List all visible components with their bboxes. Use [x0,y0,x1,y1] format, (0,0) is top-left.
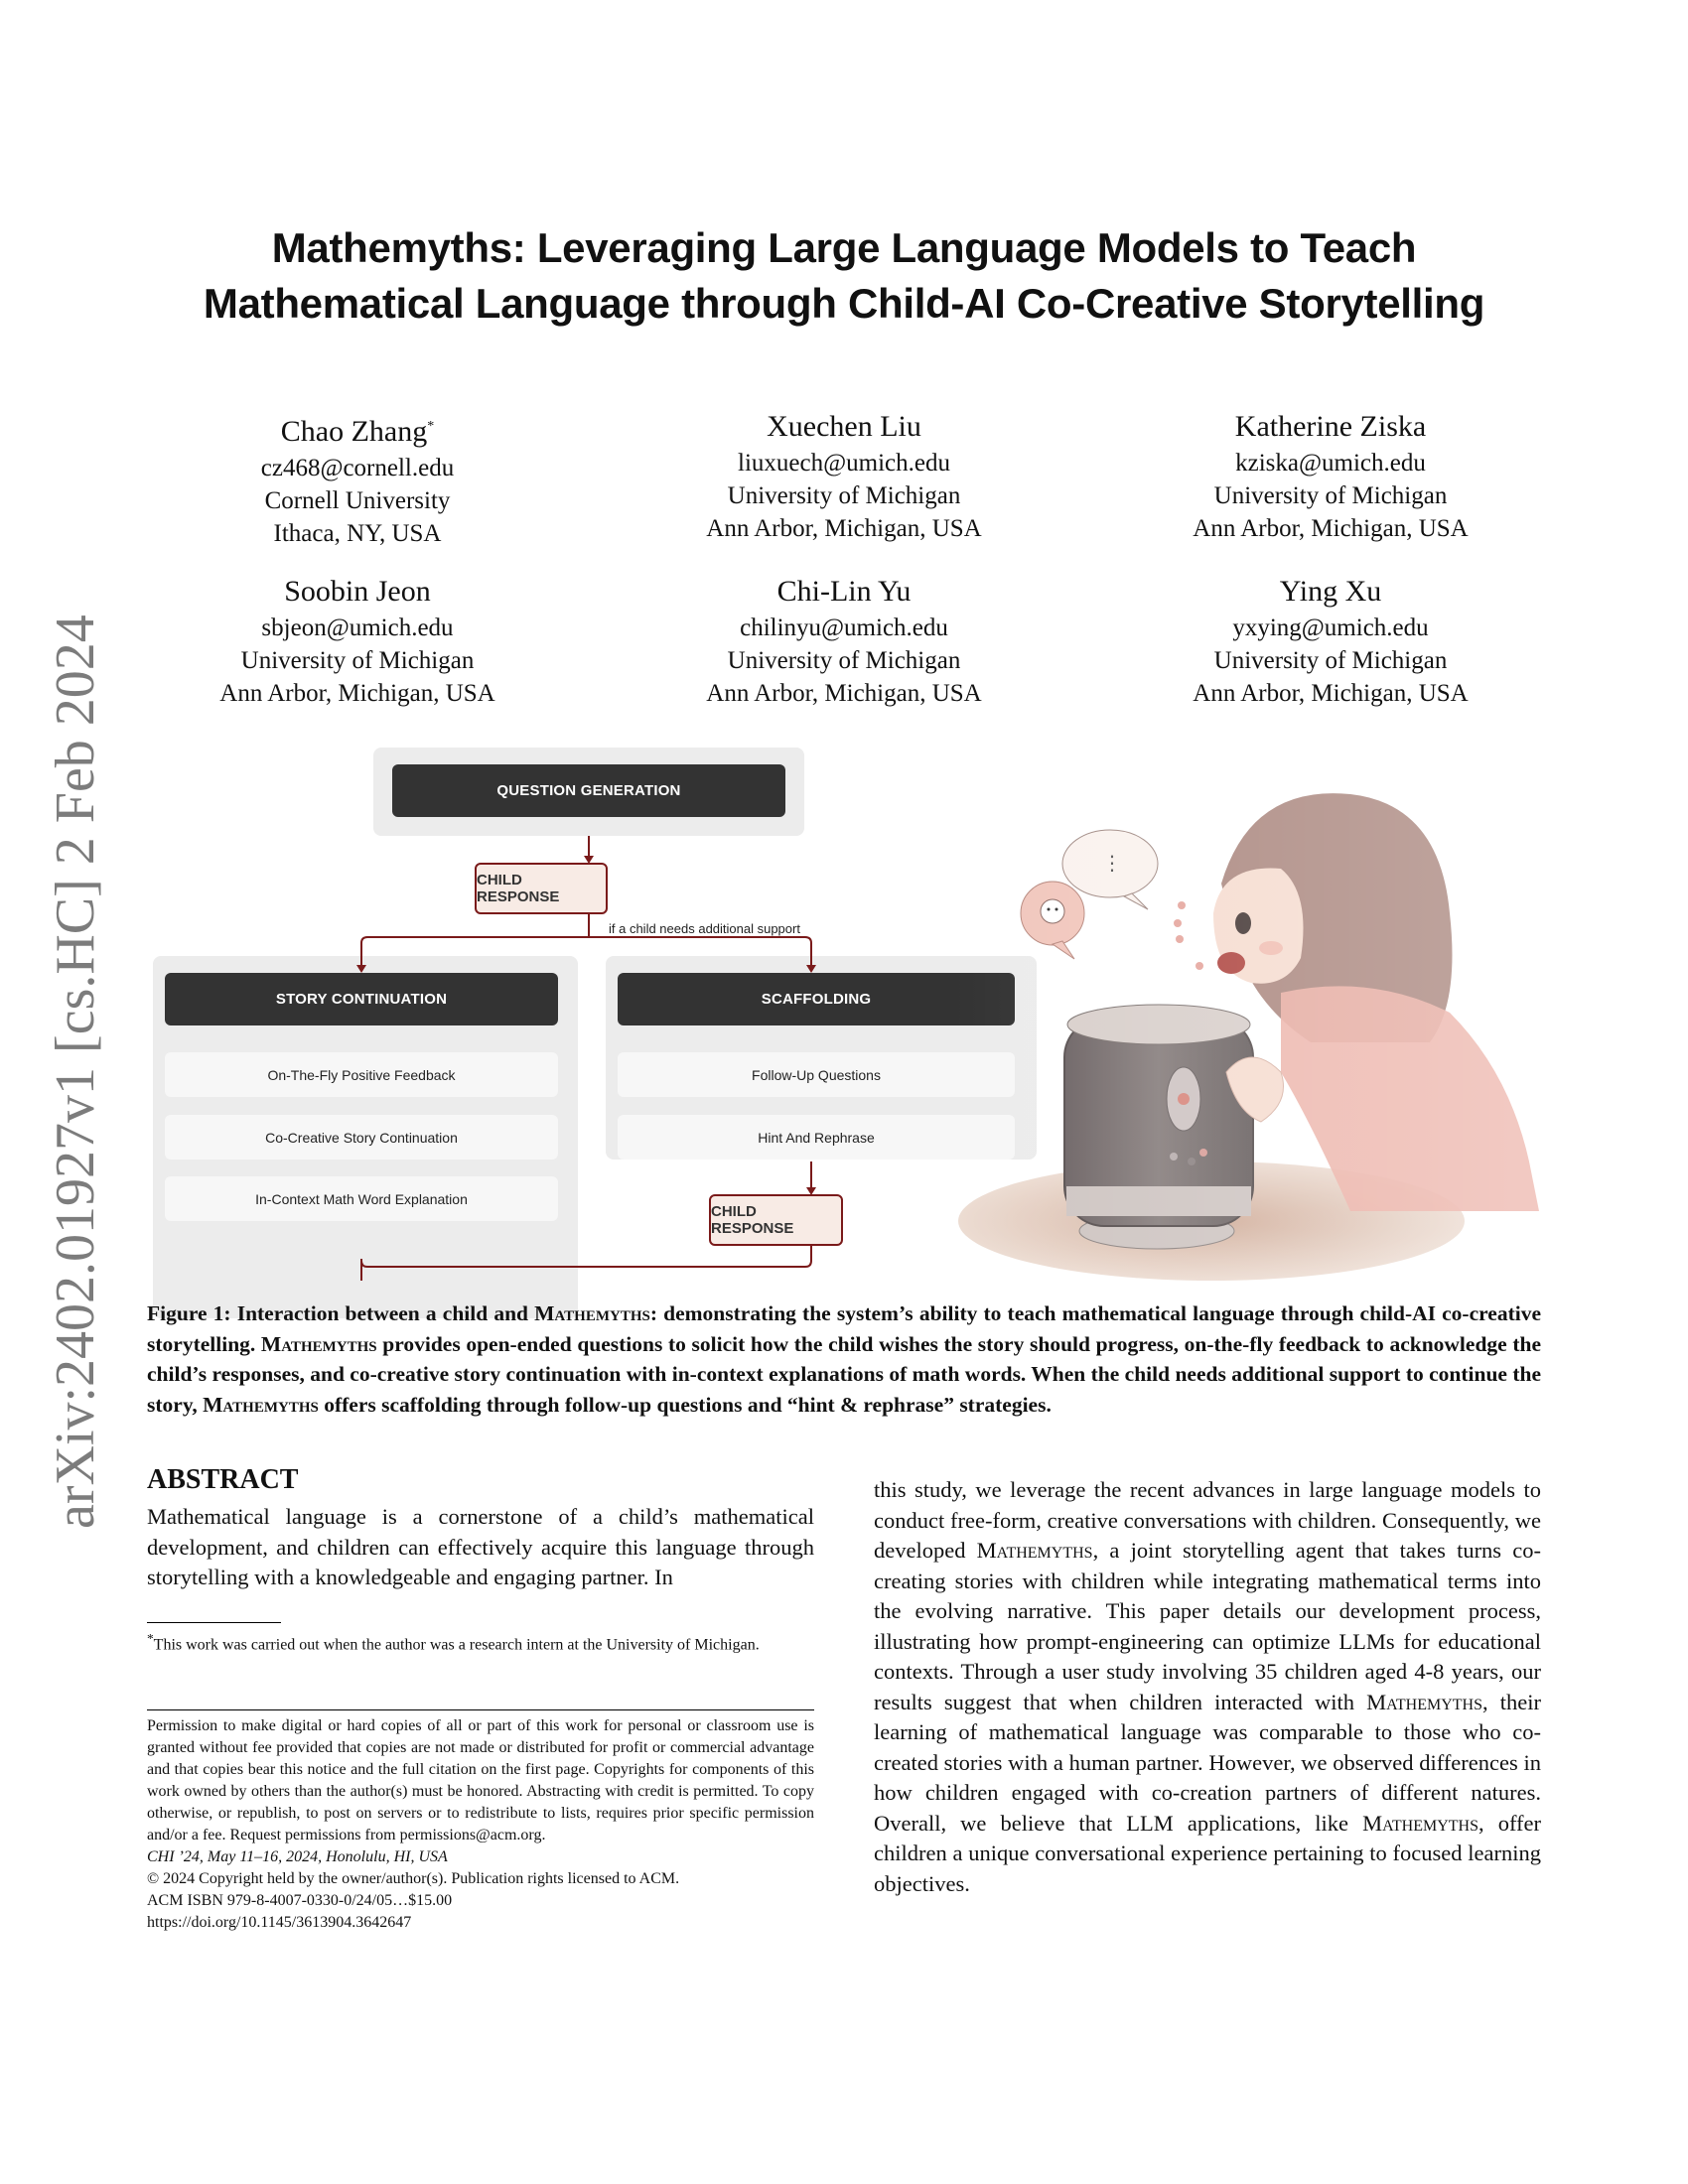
author-email: yxying@umich.edu [1232,614,1429,641]
flow-arrows [147,745,1041,1281]
author-email: chilinyu@umich.edu [740,614,948,641]
author-row [149,407,1539,550]
author-affiliation: University of Michigan [727,647,961,674]
caption-text: provides open-ended questions to solicit how the child wishes the story should progress, on-the-fly feedback to acknowledge the child’s responses, and co-creative story continuation with in-context explanations of math words. When the child needs additional support to continue the story, [147,1331,1541,1417]
author-name: Xuechen Liu [767,410,921,443]
author [1122,572,1539,710]
author-name: Ying Xu [1279,575,1382,608]
author-email: liuxuech@umich.edu [738,450,950,477]
figure-1 [147,745,1539,1281]
abstract-text-left: Mathematical language is a cornerstone of a child’s mathematical development, and children can effectively acquire this language through storytelling with a knowledgeable and engaging partner. In [147,1504,814,1589]
left-column [147,1464,814,1593]
child-and-smart-speaker-illustration [953,745,1539,1281]
arxiv-identifier-stamp: arXiv:2402.01927v1 [cs.HC] 2 Feb 2024 [45,614,106,1529]
author-location: Ann Arbor, Michigan, USA [706,515,982,542]
author-location: Ann Arbor, Michigan, USA [1193,680,1469,707]
abstract-text: this study, we leverage the recent advances in large language models to conduct free-form, creative conversations with children. Consequently, we developed [874,1477,1541,1563]
author [635,407,1053,550]
author [1122,407,1539,550]
permission-divider [147,1709,814,1710]
author [149,572,566,710]
author-block [149,407,1539,732]
author [635,572,1053,710]
caption-text: Figure 1: Interaction between a child and [147,1301,535,1325]
author-affiliation: University of Michigan [727,482,961,509]
author-name-text: Chao Zhang [280,415,428,448]
permission-block [147,1715,814,1934]
conference-info: CHI ’24, May 11–16, 2024, Honolulu, HI, USA [147,1848,448,1865]
author-footnote [147,1628,814,1656]
abstract-text-right [874,1475,1541,1899]
author-email: sbjeon@umich.edu [261,614,454,641]
brand-name: Mathemyths [976,1538,1093,1563]
footnote-text: This work was carried out when the author was a research intern at the University of Michigan. [153,1636,760,1654]
author-email: cz468@cornell.edu [260,455,455,481]
abstract-text: , a joint storytelling agent that takes turns co-creating stories with children while integrating mathematical terms into the evolving narrative. This paper details our development process, illustrating how prompt-engineering can optimize LLMs for educational contexts. Through a user study involving 35 children aged 4-8 years, our results suggest that when children interacted with [874,1538,1541,1714]
author-name: Chi-Lin Yu [776,575,912,608]
author-affiliation: University of Michigan [1213,482,1448,509]
brand-name: Mathemyths [203,1392,319,1417]
question-generation-box: QUESTION GENERATION [392,764,785,817]
author-name [149,407,566,452]
brand-name: Mathemyths [1366,1689,1482,1714]
paper-title: Mathemyths: Leveraging Large Language Models to Teach Mathematical Language through Child-AI Co-Creative Storytelling [203,224,1485,327]
author-email: kziska@umich.edu [1235,450,1426,477]
footnote-mark: * [147,1631,154,1646]
caption-text: offers scaffolding through follow-up questions and “hint & rephrase” strategies. [318,1392,1052,1417]
doi-link[interactable]: https://doi.org/10.1145/3613904.3642647 [147,1914,412,1931]
scaffolding-header: SCAFFOLDING [618,973,1015,1025]
footnote-divider [147,1622,281,1623]
author-affiliation: University of Michigan [1213,647,1448,674]
story-item-on-the-fly-feedback: On-The-Fly Positive Feedback [165,1052,558,1097]
svg-text:⋮: ⋮ [1102,851,1122,875]
copyright-notice: © 2024 Copyright held by the owner/author(s). Publication rights licensed to ACM. [147,1870,680,1887]
abstract-heading: ABSTRACT [147,1464,299,1495]
brand-name: Mathemyths [534,1301,650,1325]
author-location: Ann Arbor, Michigan, USA [219,680,495,707]
author-location: Ann Arbor, Michigan, USA [706,680,982,707]
right-column [874,1475,1541,1899]
footnote-mark: * [427,419,435,434]
brand-name: Mathemyths [1362,1810,1478,1836]
abstract-text: , their learning of mathematical language was comparable to those who co-created stories with a human partner. However, we observed differences in how children engaged with co-creation partners of different natures. Overall, we believe that LLM applications, like [874,1689,1541,1836]
author-name: Katherine Ziska [1234,410,1427,443]
author-affiliation: Cornell University [264,487,451,514]
scaffold-item-hint-rephrase: Hint And Rephrase [618,1115,1015,1160]
scaffold-item-follow-up-questions: Follow-Up Questions [618,1052,1015,1097]
permission-text: Permission to make digital or hard copies of all or part of this work for personal or classroom use is granted without fee provided that copies are not made or distributed for profit or commercial advantage and that copies bear this notice and the full citation on the first page. Copyrights for components of this work owned by others than the author(s) must be honored. Abstracting with credit is permitted. To copy otherwise, or republish, to post on servers or to redistribute to lists, requires prior specific permission and/or a fee. Request permissions from permissions@acm.org. [147,1717,814,1843]
condition-label: if a child needs additional support [609,921,800,936]
story-item-co-creative-continuation: Co-Creative Story Continuation [165,1115,558,1160]
caption-text: : demonstrating the system’s ability to teach mathematical language through child-AI co-creative storytelling. [147,1301,1542,1356]
child-response-box-top: CHILD RESPONSE [475,863,608,914]
author [149,407,566,550]
brand-name: Mathemyths [260,1331,377,1356]
abstract-text: , offer children a unique conversational experience pertaining to focused learning objectives. [874,1810,1542,1896]
author-location: Ithaca, NY, USA [273,520,442,547]
author-row [149,572,1539,710]
author-name: Soobin Jeon [284,575,431,608]
isbn: ACM ISBN 979-8-4007-0330-0/24/05…$15.00 [147,1892,453,1909]
author-affiliation: University of Michigan [240,647,475,674]
story-item-math-word-explanation: In-Context Math Word Explanation [165,1176,558,1221]
author-location: Ann Arbor, Michigan, USA [1193,515,1469,542]
figure-caption [147,1298,1541,1420]
story-continuation-header: STORY CONTINUATION [165,973,558,1025]
child-response-box-bottom: CHILD RESPONSE [709,1194,843,1246]
